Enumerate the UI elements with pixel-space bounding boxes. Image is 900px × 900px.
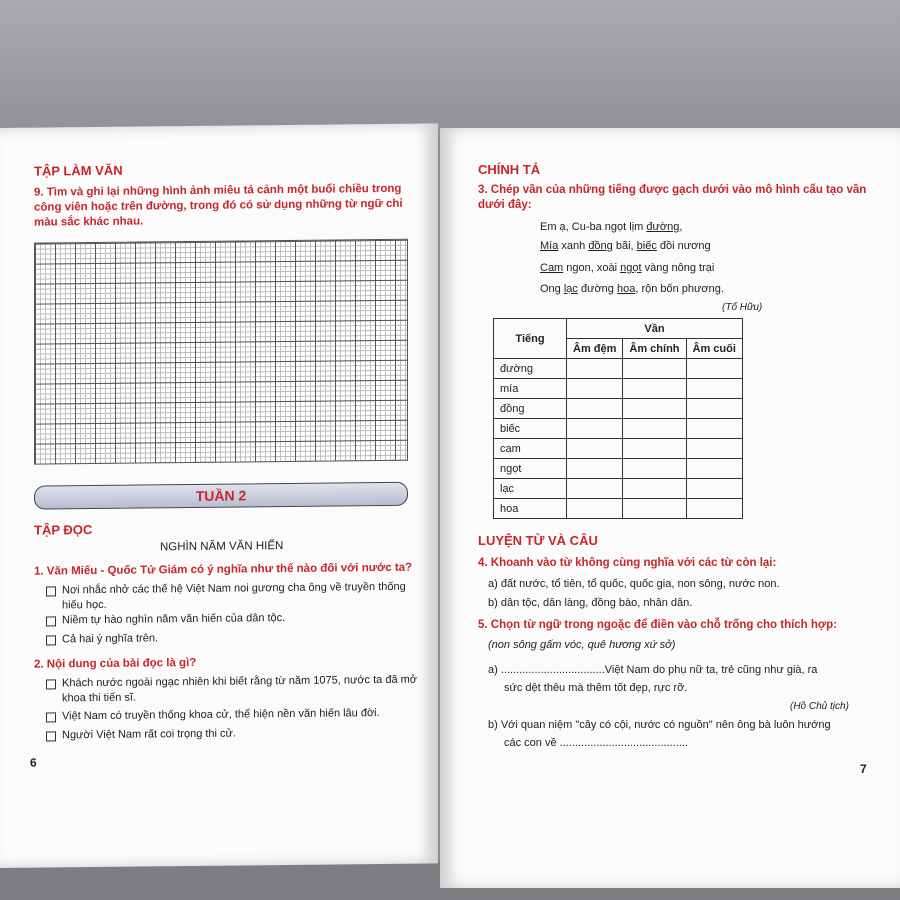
checkbox-icon[interactable]	[46, 712, 56, 722]
q4-part-b[interactable]: b) dân tộc, dân làng, đồng bào, nhân dân.	[488, 597, 693, 609]
table-row: lạc	[494, 479, 743, 499]
poem-line-2: Mía xanh đồng bãi, biếc đồi nương	[540, 240, 711, 252]
section-spelling-heading: CHÍNH TẢ	[478, 162, 541, 177]
section-reading-heading: TẬP ĐỌC	[34, 522, 93, 538]
option-label: Cả hai ý nghĩa trên.	[62, 632, 159, 646]
section-writing-heading: TẬP LÀM VĂN	[34, 162, 123, 179]
writing-grid[interactable]	[34, 239, 408, 465]
q1-option-3[interactable]	[46, 629, 422, 648]
question-3: 3. Chép vần của những tiếng được gạch dưới vào mô hình cấu tạo vần dưới đây:	[478, 184, 867, 211]
q2-option-2[interactable]	[46, 706, 422, 725]
question-9: 9. Tìm và ghi lại những hình ảnh miêu tả cảnh một buổi chiều trong công viên hoặc trên đường, trong đó có sử dụng những từ ngữ chỉ màu sắc khác nhau.	[34, 182, 403, 229]
table-row: đồng	[494, 399, 743, 419]
q5-hint: (non sông gấm vóc, quê hương xứ sở)	[488, 639, 676, 651]
q1-option-2[interactable]	[46, 610, 422, 629]
table-row: đường	[494, 359, 743, 379]
reading-title: NGHÌN NĂM VĂN HIẾN	[160, 540, 284, 554]
q2-option-1[interactable]	[46, 673, 422, 707]
option-label: Niềm tự hào nghìn năm văn hiến của dân tộc.	[62, 612, 286, 627]
checkbox-icon[interactable]	[46, 635, 56, 645]
q5-part-a-author: (Hồ Chủ tịch)	[790, 701, 849, 712]
left-page	[0, 123, 438, 868]
q4-part-a[interactable]: a) đất nước, tổ tiên, tổ quốc, quốc gia, non sông, nước non.	[488, 578, 780, 590]
poem-author: (Tố Hữu)	[722, 302, 763, 313]
question-1: 1. Văn Miếu - Quốc Tử Giám có ý nghĩa như thế nào đối với nước ta?	[34, 561, 413, 578]
page-number-right: 7	[860, 762, 867, 776]
page-number-left: 6	[30, 755, 37, 770]
question-4: 4. Khoanh vào từ không cùng nghĩa với các từ còn lại:	[478, 557, 777, 569]
question-5: 5. Chọn từ ngữ trong ngoặc để điền vào chỗ trống cho thích hợp:	[478, 619, 837, 631]
checkbox-icon[interactable]	[46, 679, 56, 689]
col-rhyme-header: Vần	[567, 319, 743, 339]
q5-part-b-line-1: b) Với quan niệm "cây có cội, nước có nguồn" nên ông bà luôn hướng	[488, 719, 831, 731]
week-banner: TUẦN 2	[34, 482, 408, 510]
subcol-header: Âm đệm	[567, 339, 623, 359]
section-vocab-heading: LUYỆN TỪ VÀ CÂU	[478, 533, 598, 548]
checkbox-icon[interactable]	[46, 616, 56, 626]
table-row: cam	[494, 439, 743, 459]
checkbox-icon[interactable]	[46, 731, 56, 741]
poem-line-3: Cam ngon, xoài ngọt vàng nông trại	[540, 262, 715, 274]
table-row: mía	[494, 379, 743, 399]
col-word-header: Tiếng	[494, 319, 567, 359]
subcol-header: Âm chính	[623, 339, 686, 359]
table-row: hoa	[494, 499, 743, 519]
poem-line-4: Ong lạc đường hoa, rộn bốn phương.	[540, 283, 724, 295]
subcol-header: Âm cuối	[686, 339, 742, 359]
q5-part-b-line-2[interactable]: các con về ..........................................	[504, 737, 688, 749]
q5-part-a-line-1[interactable]: a) ..................................Việt Nam do phụ nữ ta, trẻ cũng như già, ra	[488, 664, 818, 676]
table-row: ngọt	[494, 459, 743, 479]
checkbox-icon[interactable]	[46, 586, 56, 596]
option-label: Việt Nam có truyền thống khoa cử, thể hiện nền văn hiến lâu đời.	[62, 707, 380, 723]
q5-part-a-line-2: sức dệt thêu mà thêm tốt đẹp, rực rỡ.	[504, 682, 688, 694]
poem-line-1: Em ạ, Cu-ba ngọt lịm đường,	[540, 221, 683, 233]
rhyme-table	[493, 318, 743, 519]
background-top	[0, 0, 900, 135]
q2-option-3[interactable]	[46, 725, 422, 744]
option-label: Người Việt Nam rất coi trọng thi cử.	[62, 727, 236, 742]
question-2: 2. Nội dung của bài đọc là gì?	[34, 656, 197, 671]
q1-option-1[interactable]	[46, 580, 422, 614]
right-page	[440, 128, 900, 888]
table-row: biếc	[494, 419, 743, 439]
option-label: Khách nước ngoài ngạc nhiên khi biết rằng từ năm 1075, nước ta đã mở khoa thi tiến sĩ.	[62, 673, 417, 705]
option-label: Nơi nhắc nhở các thế hệ Việt Nam noi gương cha ông về truyền thống hiếu học.	[62, 580, 406, 612]
